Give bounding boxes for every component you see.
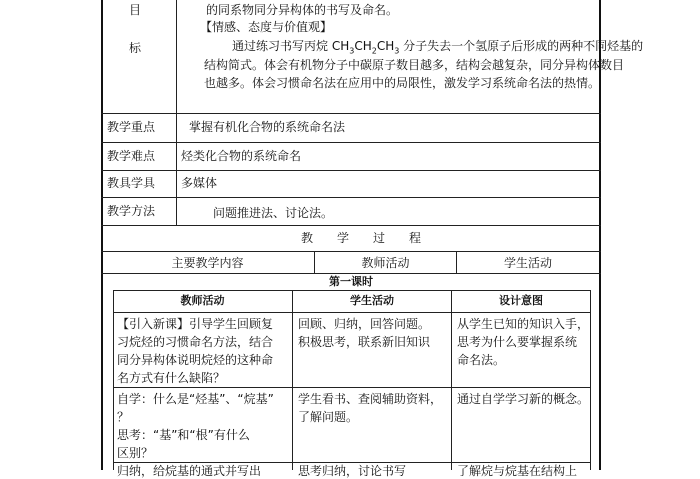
inner-header-student: 学生活动 — [350, 294, 394, 307]
inner-row1-bottom — [113, 387, 591, 388]
inner-header-intent: 设计意图 — [499, 294, 543, 307]
row1-intent-line-2: 思考为什么要掌握系统 — [457, 335, 578, 349]
row2-student-line-1: 学生看书、查阅辅助资料， — [298, 392, 443, 406]
row1-student-line-2: 积极思考，联系新旧知识 — [298, 335, 431, 349]
line1-sub3: 3 — [394, 46, 400, 56]
attitude-heading: 【情感、态度与价值观】 — [200, 20, 333, 34]
line1-mid: CH — [354, 39, 372, 53]
line1-pre: 通过练习书写丙烷 CH — [232, 39, 350, 53]
inner-header-teacher: 教师活动 — [180, 294, 225, 307]
objective-line-0: 的同系物同分异构体的书写及命名。 — [206, 3, 399, 17]
objective-line-2: 结构简式。体会有机物分子中碳原子数目越多，结构会越复杂，同分异构体数目 — [204, 58, 625, 72]
row1-teacher-line-4: 名方式有什么缺陷？ — [117, 371, 226, 385]
row1-teacher-line-3: 同分异构体说明烷烃的这种命 — [117, 353, 274, 367]
inner-divider-1 — [292, 290, 293, 470]
inner-top-border — [113, 290, 591, 291]
method-value: 问题推进法、讨论法。 — [213, 206, 334, 220]
inner-right-border — [590, 290, 591, 470]
row1-teacher-line-2: 习烷烃的习惯命名方法，结合 — [117, 335, 274, 349]
objective-label-biao: 标 — [129, 41, 142, 55]
row-line-difficulty-bottom — [101, 170, 601, 171]
column-header-student: 学生活动 — [503, 256, 552, 270]
row1-intent-line-3: 命名法。 — [457, 353, 506, 367]
key-point-value: 掌握有机化合物的系统命名法 — [189, 120, 346, 134]
row2-teacher-line-1: 自学：什么是“烃基”、“烷基” — [117, 392, 274, 406]
method-label: 教学方法 — [107, 204, 156, 218]
row2-student-line-2: 了解问题。 — [298, 410, 359, 424]
process-title: 教 学 过 程 — [301, 231, 422, 245]
difficulty-value: 烃类化合物的系统命名 — [181, 149, 302, 163]
line1-mid2: CH — [376, 39, 395, 53]
column-header-content: 主要教学内容 — [171, 256, 244, 270]
inner-divider-2 — [451, 290, 452, 470]
row1-intent-line-1: 从学生已知的知识入手， — [457, 317, 590, 331]
row-line-key-bottom — [101, 142, 601, 143]
row3-student-line-1: 思考归纳，讨论书写 — [298, 464, 407, 478]
line1-sub2: 2 — [371, 46, 377, 56]
row3-teacher-line-1: 归纳，给烷基的通式并写出 — [117, 464, 262, 478]
row2-teacher-line-2: ？ — [117, 410, 130, 424]
inner-header-bottom — [113, 312, 591, 313]
column-header-teacher: 教师活动 — [361, 256, 410, 270]
objective-label-mu: 目 — [129, 3, 142, 17]
difficulty-label: 教学难点 — [107, 149, 156, 163]
row-line-process-title-bottom — [101, 251, 601, 252]
row3-intent-line-1: 了解烷与烷基在结构上 — [457, 464, 578, 478]
row2-teacher-line-3: 思考：“基”和“根”有什么 — [117, 428, 250, 442]
inner-left-border — [113, 290, 114, 470]
row2-teacher-line-4: 区别？ — [117, 446, 154, 460]
key-point-label: 教学重点 — [107, 120, 156, 134]
row1-teacher-line-1: 【引入新课】引导学生回顾复 — [117, 317, 274, 331]
objective-line-3: 也越多。体会习惯命名法在应用中的局限性，激发学习系统命名法的热情。 — [204, 76, 601, 90]
row-line-method-bottom — [101, 225, 601, 226]
tools-label: 教具学具 — [107, 176, 156, 190]
row-line-tools-bottom — [101, 197, 601, 198]
line1-sub1: 3 — [349, 46, 355, 56]
line1-post: 分子失去一个氢原子后形成的两种不同烃基的 — [399, 39, 644, 53]
row-line-objectives-bottom — [101, 113, 601, 114]
row1-student-line-1: 回顾、归纳，回答问题。 — [298, 317, 431, 331]
lesson-heading: 第一课时 — [329, 275, 373, 288]
outer-left-border — [101, 0, 103, 470]
row2-intent-line-1: 通过自学学习新的概念。 — [457, 392, 590, 406]
tools-value: 多媒体 — [181, 176, 218, 190]
